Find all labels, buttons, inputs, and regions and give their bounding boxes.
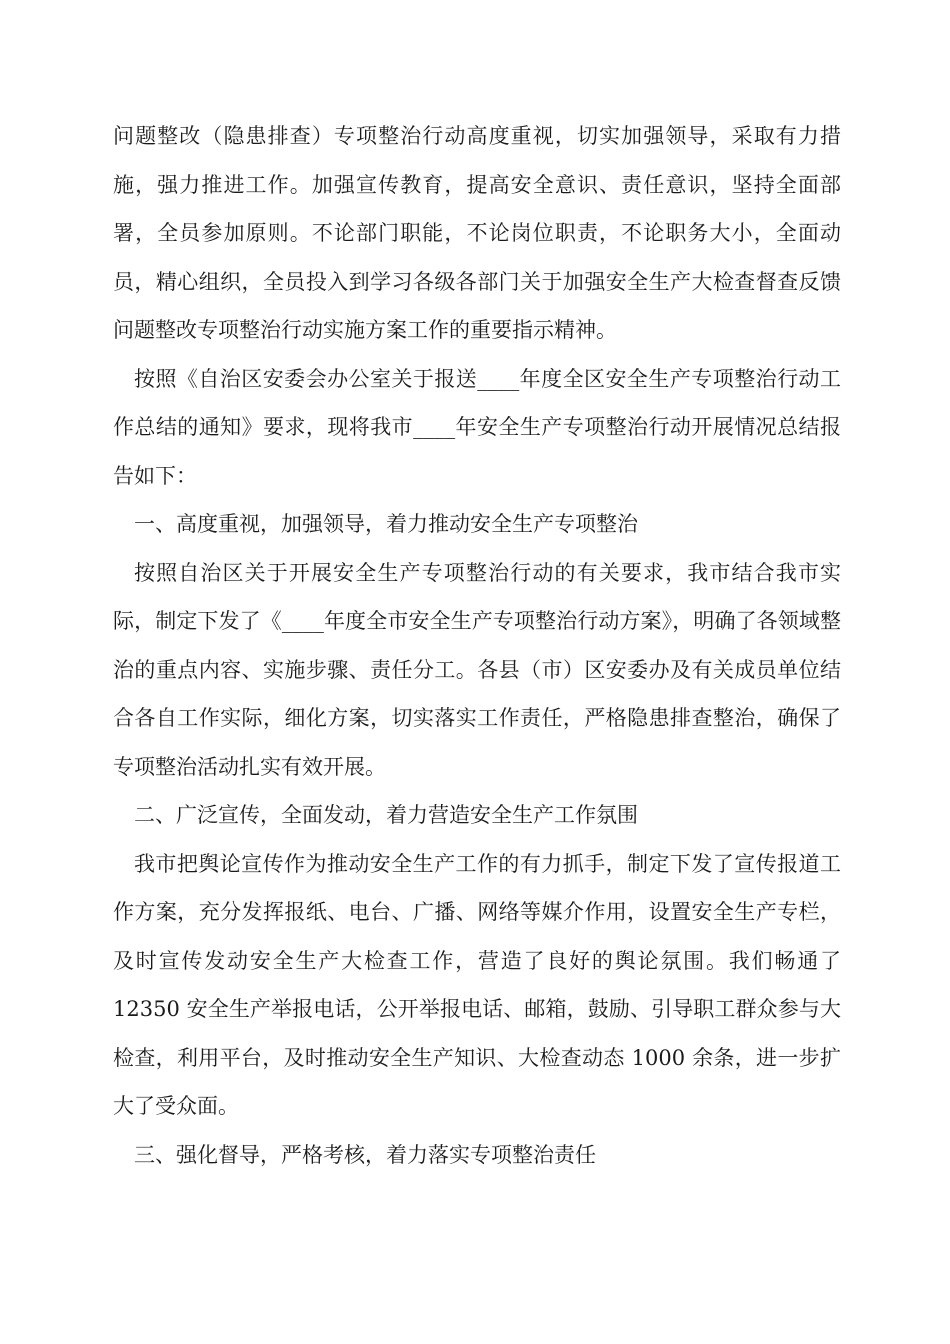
section-heading-1: 一、高度重视，加强领导，着力推动安全生产专项整治 <box>134 512 638 536</box>
document-body <box>113 112 841 1179</box>
section-heading-3: 三、强化督导，严格考核，着力落实专项整治责任 <box>134 1142 596 1167</box>
section-heading-2: 二、广泛宣传，全面发动，着力营造安全生产工作氛围 <box>134 803 638 827</box>
paragraph-section-1-body: 按照自治区关于开展安全生产专项整治行动的有关要求，我市结合我市实际，制定下发了《____年度全市安全生产专项整治行动方案》，明确了各领域整治的重点内容、实施步骤、责任分工。各县（市）区安委办及有关成员单位结合各自工作实际，细化方案，切实落实工作责任，严格隐患排查整治，确保了专项整治活动扎实有效开展。 <box>113 560 841 779</box>
paragraph-continued-intro: 问题整改（隐患排查）专项整治行动高度重视，切实加强领导，采取有力措施，强力推进工作。加强宣传教育，提高安全意识、责任意识，坚持全面部署，全员参加原则。不论部门职能，不论岗位职责，不论职务大小，全面动员，精心组织，全员投入到学习各级各部门关于加强安全生产大检查督查反馈问题整改专项整治行动实施方案工作的重要指示精神。 <box>113 124 841 342</box>
paragraph-report-basis: 按照《自治区安委会办公室关于报送____年度全区安全生产专项整治行动工作总结的通知》要求，现将我市____年安全生产专项整治行动开展情况总结报告如下： <box>113 366 841 488</box>
paragraph-section-2-body: 我市把舆论宣传作为推动安全生产工作的有力抓手，制定下发了宣传报道工作方案，充分发挥报纸、电台、广播、网络等媒介作用，设置安全生产专栏，及时宣传发动安全生产大检查工作，营造了良好的舆论氛围。我们畅通了 12350 安全生产举报电话，公开举报电话、邮箱，鼓励、引导职工群众参与大检查，利用平台，及时推动安全生产知识、大检查动态 1000 余条，进一步扩大了受众面。 <box>113 851 841 1118</box>
